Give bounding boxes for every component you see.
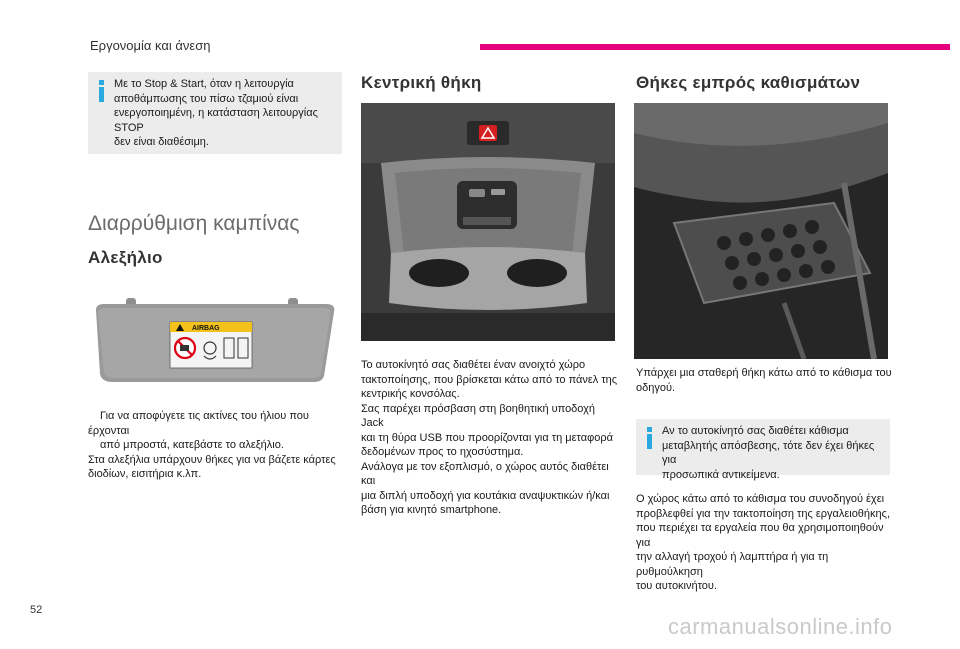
info-line: ενεργοποιημένη, η κατάσταση λειτουργίας STOP	[114, 107, 318, 134]
info-line: προσωπικά αντικείμενα.	[662, 468, 780, 481]
body-line: διοδίων, εισιτήρια κ.λπ.	[88, 468, 202, 480]
body-line: Υπάρχει μια σταθερή θήκη κάτω από το κάθισμα του	[636, 367, 892, 379]
body-line: του αυτοκινήτου.	[636, 580, 718, 592]
info-icon	[642, 427, 658, 449]
body-line: Το αυτοκίνητό σας διαθέτει έναν ανοιχτό χώρο	[361, 359, 586, 371]
running-header: Εργονομία και άνεση	[90, 38, 211, 53]
body-line: Στα αλεξήλια υπάρχουν θήκες για να βάζετε κάρτες	[88, 453, 336, 466]
body-line: κεντρικής κονσόλας.	[361, 388, 460, 400]
info-line: δεν είναι διαθέσιμη.	[114, 136, 209, 148]
header-accent-bar	[480, 44, 950, 50]
airbag-label: AIRBAG	[192, 325, 220, 332]
bullet-line: από μπροστά, κατεβάστε το αλεξήλιο.	[100, 439, 284, 451]
info-line: Αν το αυτοκίνητό σας διαθέτει κάθισμα	[662, 425, 849, 437]
body-line: οδηγού.	[636, 381, 676, 394]
info-box-stop-start	[88, 72, 342, 154]
body-line: μια διπλή υποδοχή για κουτάκια αναψυκτικών ή/και	[361, 489, 610, 502]
watermark: carmanualsonline.info	[668, 614, 893, 639]
under-seat-title: Θήκες εμπρός καθισμάτων	[636, 73, 861, 92]
info-line: Με το Stop & Start, όταν η λειτουργία	[114, 78, 294, 90]
body-line: την αλλαγή τροχού ή λαμπτήρα ή για τη ρυθμούλκηση	[636, 551, 829, 578]
body-line: βάση για κινητό smartphone.	[361, 504, 502, 516]
info-box-suspension-seat	[636, 419, 890, 481]
sun-visor-title: Αλεξήλιο	[88, 248, 163, 267]
body-line: που περιέχει τα εργαλεία που θα χρησιμοποιηθούν για	[636, 522, 884, 549]
body-line: Ο χώρος κάτω από το κάθισμα του συνοδηγού έχει	[636, 493, 885, 505]
section-title-cabin: Διαρρύθμιση καμπίνας	[88, 212, 300, 235]
body-line: προβλεφθεί για την τακτοποίηση της εργαλειοθήκης,	[636, 507, 891, 520]
page-number: 52	[30, 604, 43, 616]
bullet-line: Για να αποφύγετε τις ακτίνες του ήλιου που έρχονται	[88, 410, 309, 437]
body-line: Ανάλογα με τον εξοπλισμό, ο χώρος αυτός διαθέτει και	[361, 460, 609, 487]
body-line: τακτοποίησης, που βρίσκεται κάτω από το πάνελ της	[361, 373, 618, 386]
body-line: και τη θύρα USB που προορίζονται για τη μεταφορά	[361, 431, 613, 444]
info-icon	[94, 80, 110, 102]
sun-visor-image	[88, 290, 342, 390]
central-storage-title: Κεντρική θήκη	[361, 73, 482, 92]
under-seat-image	[634, 103, 888, 359]
body-line: Σας παρέχει πρόσβαση στη βοηθητική υποδοχή Jack	[361, 402, 596, 429]
info-line: αποθάμπωσης του πίσω τζαμιού είναι	[114, 92, 299, 105]
central-console-image	[361, 103, 615, 341]
info-line: μεταβλητής απόσβεσης, τότε δεν έχει θήκες για	[662, 439, 875, 466]
body-line: δεδομένων προς το ηχοσύστημα.	[361, 446, 524, 458]
